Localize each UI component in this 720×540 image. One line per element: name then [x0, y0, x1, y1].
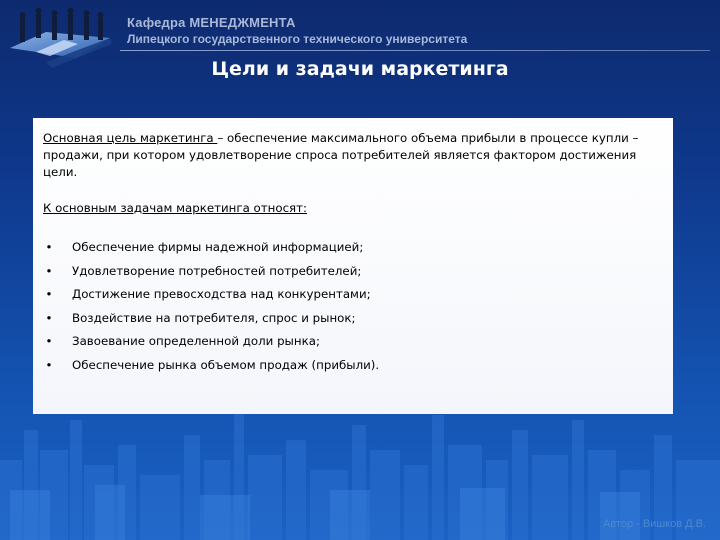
list-item [43, 354, 663, 378]
list-item [43, 307, 663, 331]
list-item [43, 260, 663, 284]
department-title: Кафедра МЕНЕДЖМЕНТА [127, 15, 296, 30]
bullet-icon: • [45, 357, 53, 372]
task-text: Удовлетворение потребностей потребителей; [72, 263, 362, 278]
slide-title: Цели и задачи маркетинга [211, 58, 509, 80]
bullet-icon: • [45, 310, 53, 325]
main-goal-paragraph [43, 130, 663, 181]
tasks-heading: К основным задачам маркетинга относят: [43, 201, 308, 215]
author-credit: Автор - Вишков Д.В. [602, 518, 706, 530]
task-text: Завоевание определенной доли рынка; [72, 334, 320, 348]
task-text: Воздействие на потребителя, спрос и рынок; [72, 310, 356, 325]
university-subtitle: Липецкого государственного технического университета [127, 32, 468, 46]
header-divider [120, 50, 710, 51]
list-item [43, 330, 663, 354]
list-item [43, 236, 663, 260]
content-box [33, 118, 673, 414]
list-item [43, 283, 663, 307]
task-text: Обеспечение рынка объемом продаж (прибыли). [72, 357, 380, 372]
task-text: Достижение превосходства над конкурентами; [72, 287, 371, 301]
bullet-icon: • [45, 240, 53, 254]
main-goal-label: Основная цель маркетинга [43, 131, 218, 145]
tasks-list [43, 236, 663, 377]
bullet-icon: • [45, 287, 53, 301]
bullet-icon: • [45, 263, 53, 278]
task-text: Обеспечение фирмы надежной информацией; [72, 240, 364, 254]
bullet-icon: • [45, 334, 53, 348]
main-goal-text: – обеспечение максимального объема прибыли в процессе купли – продажи, при котором удовлетворение спроса потребителей является фактором достижения цели. [43, 131, 639, 179]
